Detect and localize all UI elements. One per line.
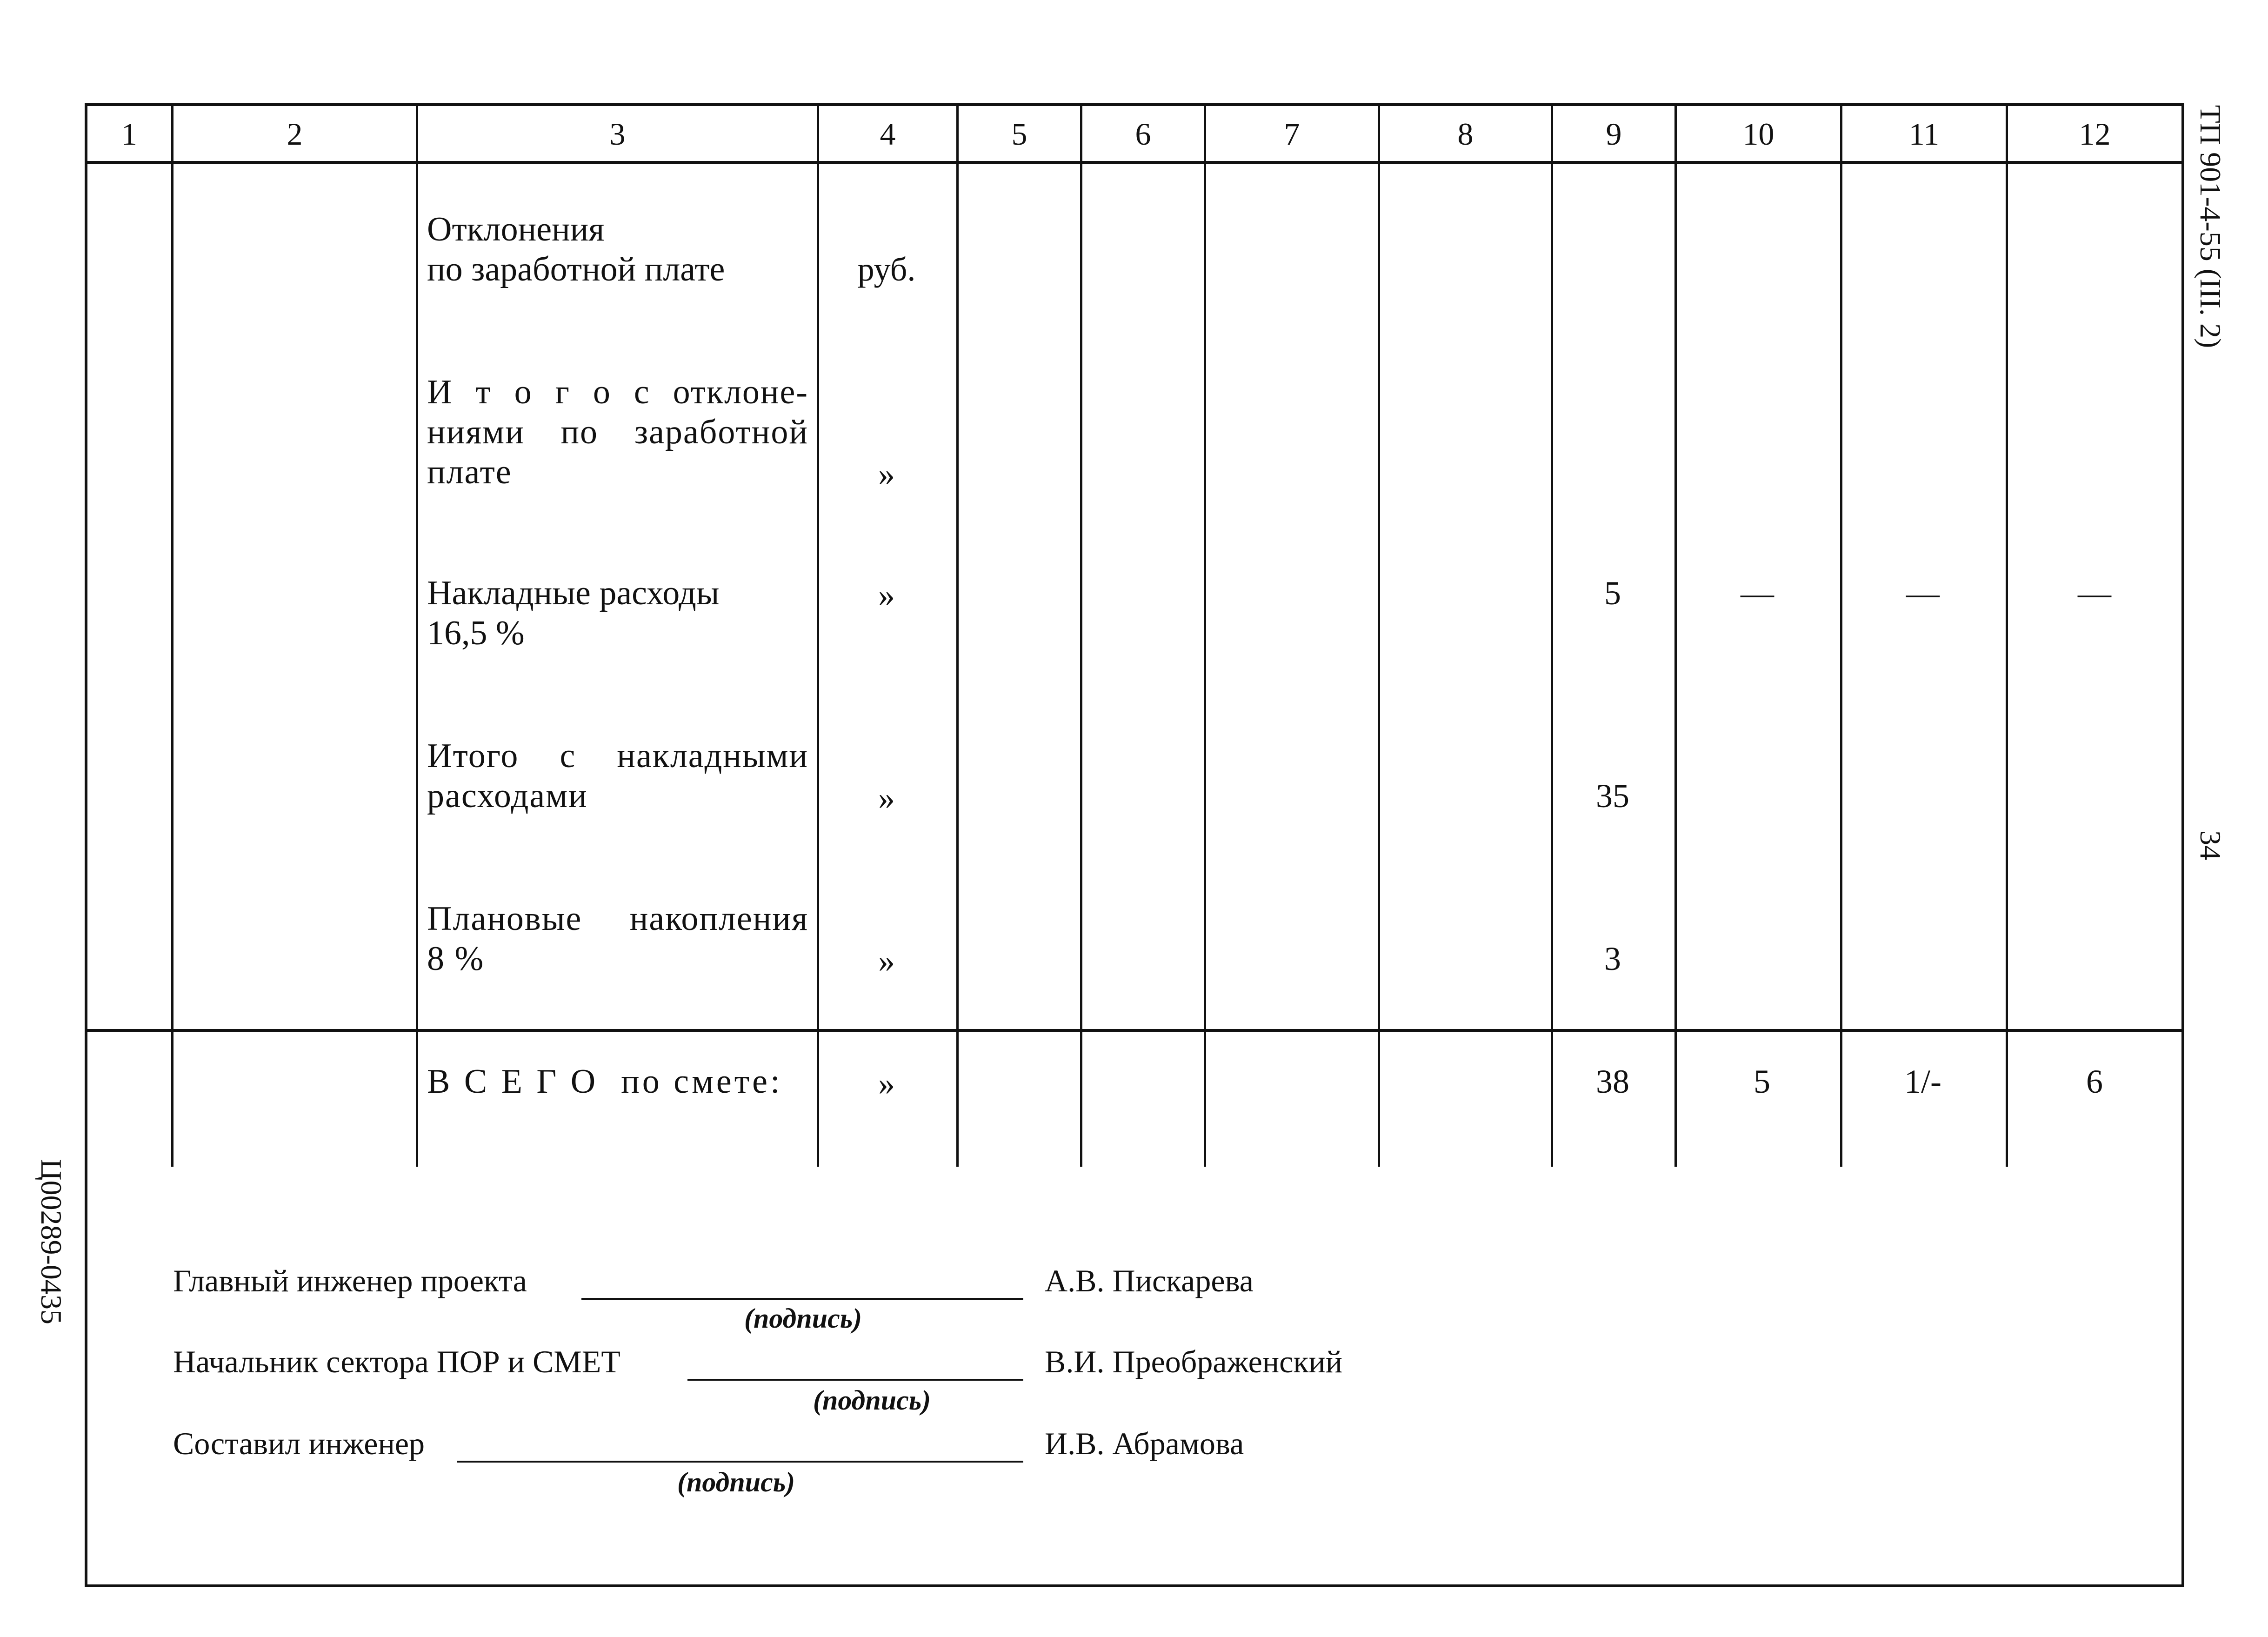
row-name-line: ниями по заработной xyxy=(427,413,808,451)
row-col9: 5 xyxy=(1604,575,1621,612)
column-header: 5 xyxy=(1011,116,1027,152)
row-unit: » xyxy=(878,942,895,979)
total-col9: 38 xyxy=(1596,1063,1629,1100)
table-row-name xyxy=(427,573,808,653)
column-header: 4 xyxy=(880,116,896,152)
table-row-name xyxy=(427,209,808,289)
table-row-name xyxy=(427,736,808,816)
total-col11: 1/- xyxy=(1904,1063,1941,1100)
row-col9: 35 xyxy=(1596,777,1629,815)
row-unit: руб. xyxy=(857,251,916,288)
col-divider xyxy=(171,103,173,1167)
archive-code: Ц00289-04 xyxy=(35,1159,68,1295)
col-divider xyxy=(2006,103,2008,1167)
total-col10: 5 xyxy=(1754,1063,1770,1100)
row-name-line: Накладные расходы xyxy=(427,574,720,612)
row-name-line: по заработной плате xyxy=(427,250,725,288)
signature-hint: (подпись) xyxy=(813,1385,931,1416)
column-header: 7 xyxy=(1284,116,1300,152)
table-row-name xyxy=(427,372,808,492)
col-divider xyxy=(817,103,819,1167)
total-divider xyxy=(85,1029,2184,1032)
row-name-line: 8 % xyxy=(427,940,485,978)
row-unit: » xyxy=(878,455,895,493)
total-col12: 6 xyxy=(2086,1063,2103,1100)
column-header: 3 xyxy=(609,116,626,152)
col-divider xyxy=(1674,103,1677,1167)
column-header: 10 xyxy=(1742,116,1774,152)
signature-line xyxy=(457,1461,1023,1463)
signature-role: Начальник сектора ПОР и СМЕТ xyxy=(173,1344,620,1379)
page-number-left: 35 xyxy=(35,1295,68,1324)
row-col12: — xyxy=(2078,575,2111,612)
column-header: 11 xyxy=(1908,116,1940,152)
col-divider xyxy=(416,103,418,1167)
signature-role: Главный инженер проекта xyxy=(173,1263,527,1298)
col-divider xyxy=(1840,103,1842,1167)
row-name-line: расходами xyxy=(427,777,588,815)
row-unit: » xyxy=(878,779,895,816)
col-divider xyxy=(1551,103,1553,1167)
row-name-line: Итого с накладными xyxy=(427,737,808,775)
col-divider xyxy=(956,103,959,1167)
signature-hint: (подпись) xyxy=(744,1303,862,1334)
row-col11: — xyxy=(1906,575,1940,612)
column-header: 8 xyxy=(1457,116,1474,152)
total-unit: » xyxy=(878,1065,895,1102)
signature-name: А.В. Пискарева xyxy=(1045,1263,1254,1298)
signature-name: И.В. Абрамова xyxy=(1045,1426,1244,1461)
col-divider xyxy=(1080,103,1082,1167)
signature-hint: (подпись) xyxy=(677,1467,795,1497)
row-name-line: плате xyxy=(427,453,512,491)
signature-line xyxy=(581,1298,1023,1300)
signature-line xyxy=(687,1379,1023,1381)
row-name-line: Плановые накопления xyxy=(427,900,808,938)
column-header: 12 xyxy=(2079,116,2111,152)
document-code: ТП 901-4-55 (III. 2) xyxy=(2194,105,2227,348)
signature-name: В.И. Преображенский xyxy=(1045,1344,1343,1379)
total-label: В С Е Г О по смете: xyxy=(427,1062,783,1101)
page-number-right: 34 xyxy=(2194,830,2227,860)
row-name-line: И т о г о с отклоне- xyxy=(427,373,808,411)
column-header: 6 xyxy=(1135,116,1151,152)
row-name-line: 16,5 % xyxy=(427,614,525,652)
row-col10: — xyxy=(1741,575,1774,612)
row-unit: » xyxy=(878,576,895,614)
signature-role: Составил инженер xyxy=(173,1426,425,1461)
column-header: 2 xyxy=(287,116,303,152)
row-col9: 3 xyxy=(1604,940,1621,977)
table-row-name xyxy=(427,899,808,979)
col-divider xyxy=(1378,103,1380,1167)
col-divider xyxy=(1204,103,1206,1167)
column-header: 1 xyxy=(121,116,137,152)
row-name-line: Отклонения xyxy=(427,210,605,248)
column-header: 9 xyxy=(1606,116,1622,152)
